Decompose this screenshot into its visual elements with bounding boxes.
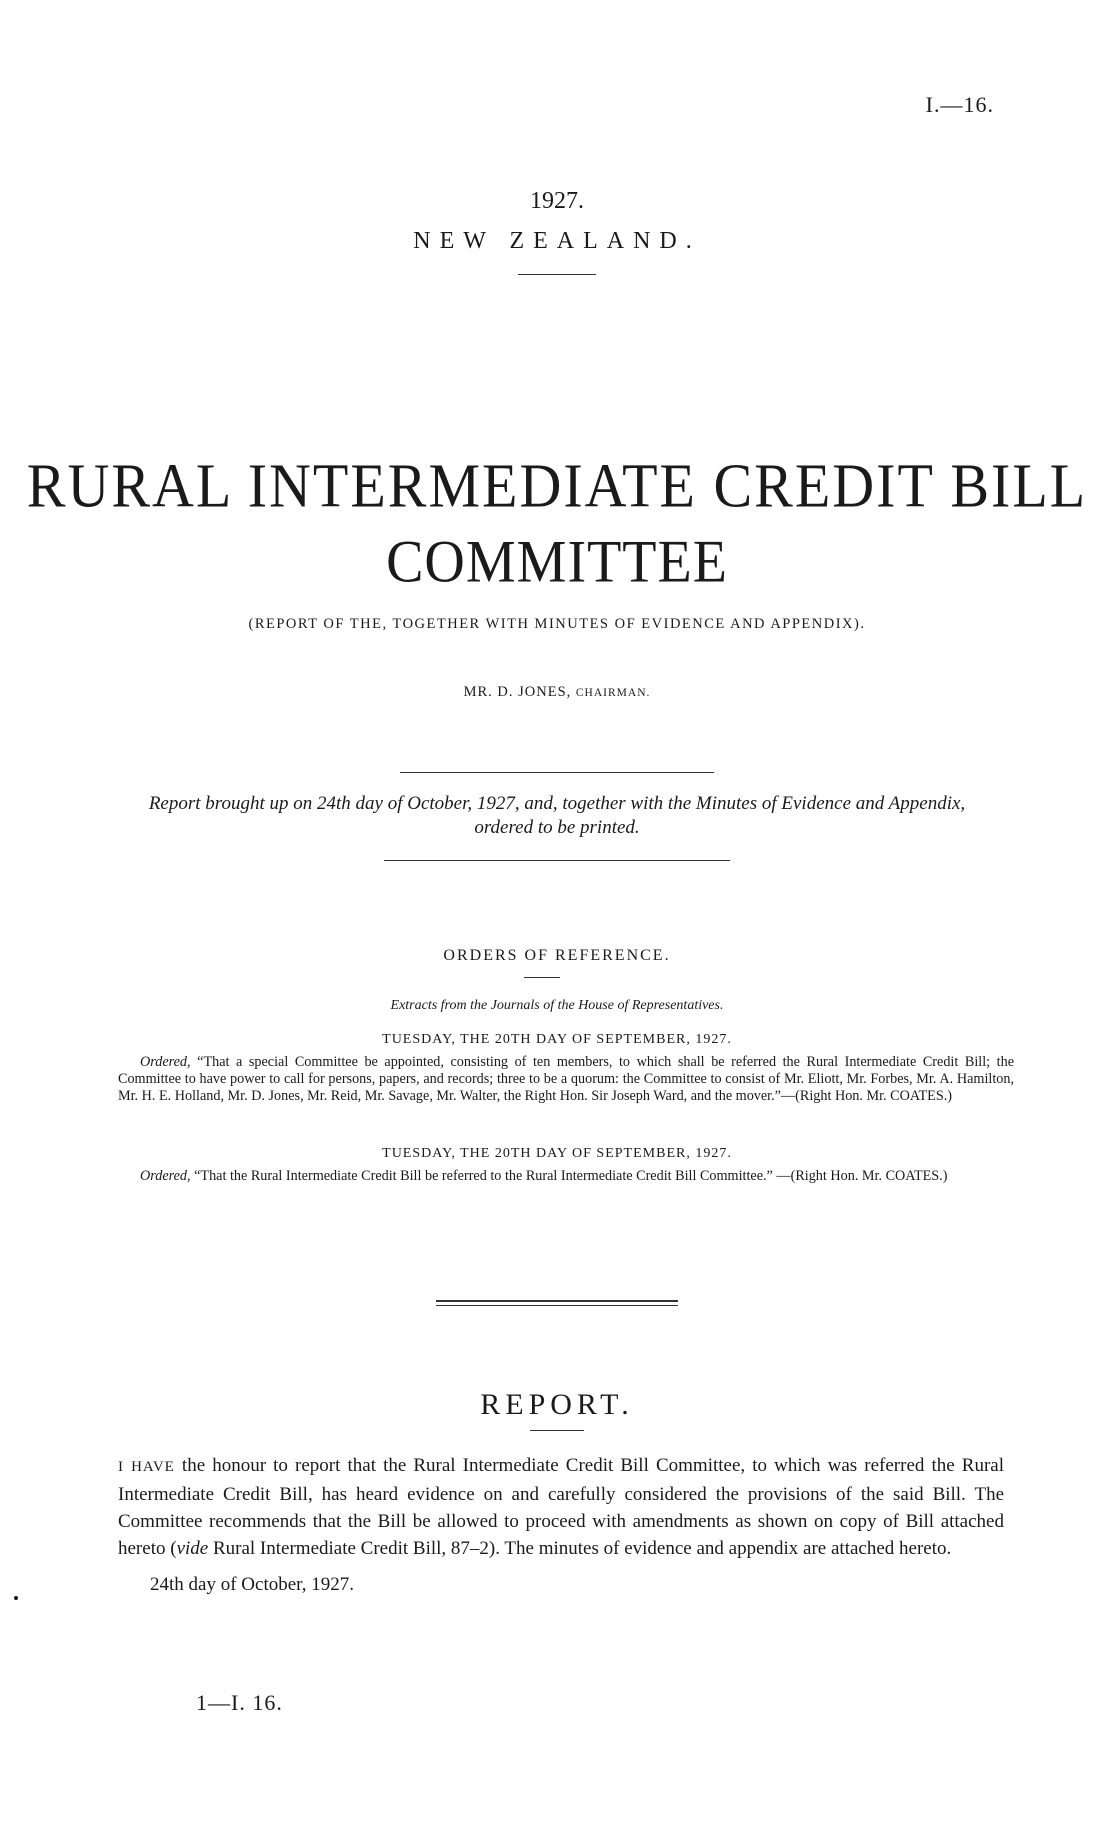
divider	[436, 1305, 678, 1306]
document-reference: I.—16.	[925, 92, 994, 117]
order-text: “That a special Committee be appointed, consisting of ten members, to which shall be referred the Rural Intermediate Credit Bill; the Committee to have power to call for persons, papers, and records; three to be a quorum: the Committee to consist of Mr. Eliott, Mr. Forbes, Mr. A. Hamilton, Mr. H. E. Holland, Mr. D. Jones, Mr. Reid, Mr. Savage, Mr. Walter, the Right Hon. Sir Joseph Ward, and the mover.”—(Right Hon. Mr. COATES.)	[118, 1054, 1015, 1104]
order-date: TUESDAY, THE 20TH DAY OF SEPTEMBER, 1927.	[382, 1146, 732, 1161]
country-heading: NEW ZEALAND.	[413, 228, 701, 254]
order-paragraph	[118, 1168, 1014, 1185]
divider	[518, 274, 596, 275]
divider	[530, 1430, 584, 1431]
document-subtitle: (REPORT OF THE, TOGETHER WITH MINUTES OF EVIDENCE AND APPENDIX).	[248, 616, 866, 632]
order-date: TUESDAY, THE 20TH DAY OF SEPTEMBER, 1927.	[382, 1032, 732, 1047]
report-text-part1: the honour to report that the Rural Intermediate Credit Bill Committee, to which was referred the Rural Intermediate Credit Bill, has heard evidence on and carefully considered the provisions of the said Bill. The Committee recommends that the Bill be allowed to proceed with amendments as shown on copy of Bill attached hereto (	[118, 1455, 1004, 1559]
year-heading: 1927.	[530, 188, 584, 214]
order-paragraph	[118, 1054, 1014, 1105]
extracts-subheading: Extracts from the Journals of the House of Representatives.	[390, 998, 724, 1013]
report-date: 24th day of October, 1927.	[150, 1574, 354, 1595]
footer-signature: 1—I. 16.	[196, 1690, 283, 1715]
margin-mark	[14, 1596, 18, 1600]
divider	[400, 772, 714, 773]
report-lead: I HAVE	[118, 1459, 175, 1475]
document-title-line1: RURAL INTERMEDIATE CREDIT BILL	[26, 450, 1088, 521]
report-text-part2: Rural Intermediate Credit Bill, 87–2). The minutes of evidence and appendix are attached hereto.	[208, 1538, 952, 1559]
chairman-role: CHAIRMAN.	[575, 687, 651, 699]
divider	[384, 860, 730, 861]
report-body	[118, 1452, 1004, 1562]
order-text: “That the Rural Intermediate Credit Bill be referred to the Rural Intermediate Credit Bill Committee.” —(Right Hon. Mr. COATES.)	[194, 1168, 948, 1184]
brought-up-note: Report brought up on 24th day of October, 1927, and, together with the Minutes of Evidence and Appendix, ordered to be printed.	[148, 793, 966, 838]
orders-heading: ORDERS OF REFERENCE.	[443, 947, 671, 964]
document-title-line2: COMMITTEE	[386, 528, 728, 596]
report-heading: REPORT.	[480, 1388, 634, 1421]
chairman-name: MR. D. JONES,	[463, 684, 572, 700]
divider	[436, 1300, 678, 1302]
report-vide: vide	[176, 1538, 209, 1559]
divider	[524, 977, 560, 978]
ordered-label: Ordered,	[140, 1054, 191, 1070]
ordered-label: Ordered,	[140, 1168, 191, 1184]
chairman-line	[0, 684, 1114, 701]
